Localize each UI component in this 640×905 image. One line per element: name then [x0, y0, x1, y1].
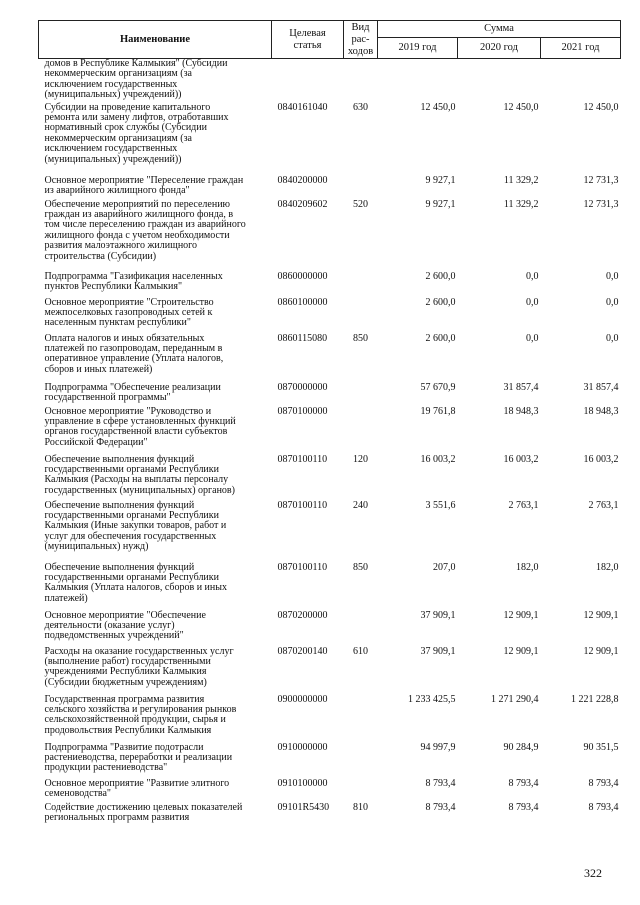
- row-expense-kind: 630: [353, 101, 368, 113]
- row-name-line: Основное мероприятие "Строительство: [44, 296, 214, 308]
- table-row: [39, 407, 621, 455]
- row-amount-2021: 8 793,4: [588, 801, 619, 813]
- row-target-article: 0910100000: [277, 777, 328, 789]
- row-amount-2019: 3 551,6: [425, 499, 456, 511]
- row-name-line: Обеспечение мероприятий по переселению: [44, 198, 231, 210]
- row-expense-kind: 810: [353, 801, 368, 813]
- row-expense-kind: 520: [353, 198, 368, 210]
- row-amount-2019: 2 600,0: [425, 270, 456, 282]
- row-amount-2021: 0,0: [606, 270, 619, 282]
- row-name-line: Обеспечение выполнения функций: [44, 499, 195, 511]
- row-name-line: деятельности (оказание услуг): [44, 619, 175, 631]
- table-row: [39, 779, 621, 803]
- row-name-line: Обеспечение выполнения функций: [44, 561, 195, 573]
- row-expense-kind: [344, 176, 378, 200]
- row-name-line: растениеводства, переработки и реализации: [44, 751, 233, 763]
- table-row: [39, 272, 621, 298]
- row-expense-kind: [344, 611, 378, 647]
- header-expense-kind: [344, 21, 378, 59]
- row-name-line: Расходы на оказание государственных услуг: [44, 645, 234, 657]
- row-name: [39, 383, 272, 407]
- table-row: [39, 383, 621, 407]
- row-name: [39, 407, 272, 455]
- row-name-line: государственными органами Республики: [44, 509, 219, 521]
- row-amount-2020: 182,0: [516, 561, 539, 573]
- row-target-article: 09101R5430: [277, 801, 330, 813]
- row-name-line: межпоселковых газопроводных сетей к: [44, 306, 213, 318]
- row-name-line: развития малоэтажного жилищного: [44, 240, 198, 252]
- row-target-article: 0870100110: [277, 499, 328, 511]
- row-target-article: 0860115080: [277, 332, 328, 344]
- row-target-article: 0870200000: [277, 609, 328, 621]
- row-name-line: Подпрограмма "Обеспечение реализации: [44, 381, 221, 393]
- row-expense-kind: [344, 59, 378, 103]
- row-target-article: 0870100000: [277, 405, 328, 417]
- header-target-line2: статья: [293, 39, 322, 51]
- header-year-2019: 2019 год: [378, 38, 458, 59]
- row-target-article: 0900000000: [277, 693, 328, 705]
- row-name-line: (муниципальных) учреждений)): [44, 89, 182, 101]
- row-amount-2021: 12 909,1: [583, 645, 619, 657]
- row-name-line: (Субсидии бюджетным учреждениям): [44, 676, 207, 688]
- row-amount-2020: 0,0: [526, 332, 539, 344]
- row-name: [39, 298, 272, 334]
- row-name-line: из аварийного жилищного фонда": [44, 184, 190, 196]
- row-name-line: домов в Республике Калмыкия" (Субсидии: [44, 58, 228, 69]
- row-name-line: населенным пунктам республики": [44, 317, 191, 329]
- row-name-line: государственных (муниципальных) органов): [44, 484, 235, 496]
- table-row: [39, 103, 621, 176]
- row-amount-2020: 0,0: [526, 296, 539, 308]
- row-amount-2021: 12 909,1: [583, 609, 619, 621]
- row-amount-2020: 12 909,1: [503, 609, 539, 621]
- row-name-line: органов государственной власти субъектов: [44, 426, 228, 438]
- row-expense-kind: [344, 298, 378, 334]
- row-amount-2020: [458, 59, 541, 103]
- row-name-line: Содействие достижению целевых показателей: [44, 801, 243, 813]
- row-name-line: учреждениями Республики Калмыкия: [44, 666, 207, 678]
- row-name: [39, 695, 272, 743]
- row-amount-2019: 9 927,1: [425, 174, 456, 186]
- row-amount-2020: 1 271 290,4: [491, 693, 539, 705]
- row-name-line: региональных программ развития: [44, 811, 190, 823]
- row-name-line: исключением государственных: [44, 143, 178, 155]
- row-name: [39, 647, 272, 695]
- row-name-line: государственными органами Республики: [44, 571, 219, 583]
- row-name-line: Государственная программа развития: [44, 693, 205, 705]
- header-kind-line3: ходов: [347, 45, 374, 57]
- table-row: [39, 200, 621, 272]
- header-target-article: [272, 21, 344, 59]
- row-name-line: государственной программы": [44, 391, 171, 403]
- row-name-line: Основное мероприятие "Развитие элитного: [44, 777, 230, 789]
- header-name: Наименование: [39, 21, 272, 59]
- row-name-line: платежей по газопроводам, переданным в: [44, 342, 223, 354]
- row-amount-2019: 207,0: [433, 561, 456, 573]
- row-target-article: 0840200000: [277, 174, 328, 186]
- row-amount-2020: 0,0: [526, 270, 539, 282]
- row-name-line: нормативный срок службы (Субсидии: [44, 122, 207, 134]
- row-amount-2019: 2 600,0: [425, 296, 456, 308]
- row-target-article: 0870200140: [277, 645, 328, 657]
- row-name-line: некоммерческим организациям (за: [44, 132, 192, 144]
- row-amount-2019: 9 927,1: [425, 198, 456, 210]
- row-expense-kind: 850: [353, 561, 368, 573]
- table-row: [39, 59, 621, 103]
- row-amount-2020: 2 763,1: [508, 499, 539, 511]
- row-name-line: Подпрограмма "Газификация населенных: [44, 270, 223, 282]
- row-name-line: строительства (Субсидии): [44, 250, 157, 262]
- row-amount-2020: 31 857,4: [503, 381, 539, 393]
- table-row: [39, 455, 621, 501]
- header-kind-line1: Вид: [351, 21, 370, 33]
- row-name-line: Основное мероприятие "Переселение граждан: [44, 174, 244, 186]
- row-name-line: Подпрограмма "Развитие подотрасли: [44, 741, 204, 753]
- row-name-line: платежей): [44, 592, 88, 604]
- row-name-line: подведомственных учреждений": [44, 630, 184, 642]
- row-amount-2019: [378, 59, 458, 103]
- row-name-line: управление в сфере установленных функций: [44, 415, 236, 427]
- row-amount-2021: 0,0: [606, 296, 619, 308]
- row-target-article: 0840161040: [277, 101, 328, 113]
- row-name: [39, 743, 272, 779]
- row-expense-kind: [344, 272, 378, 298]
- row-name-line: Обеспечение выполнения функций: [44, 453, 195, 465]
- row-amount-2019: 8 793,4: [425, 801, 456, 813]
- row-name-line: сборов и иных платежей): [44, 363, 153, 375]
- row-amount-2020: 11 329,2: [503, 174, 539, 186]
- row-expense-kind: [344, 695, 378, 743]
- row-name-line: (муниципальных) учреждений)): [44, 153, 182, 165]
- row-name: [39, 563, 272, 611]
- table-row: [39, 298, 621, 334]
- row-name: [39, 176, 272, 200]
- row-amount-2019: 1 233 425,5: [408, 693, 456, 705]
- row-target-article: 0870100110: [277, 561, 328, 573]
- row-name: [39, 803, 272, 827]
- row-amount-2021: 182,0: [596, 561, 619, 573]
- row-target-article: [272, 59, 344, 103]
- row-amount-2020: 16 003,2: [503, 453, 539, 465]
- row-name-line: Субсидии на проведение капитального: [44, 101, 211, 113]
- row-amount-2020: 11 329,2: [503, 198, 539, 210]
- row-amount-2019: 2 600,0: [425, 332, 456, 344]
- table-row: [39, 611, 621, 647]
- row-amount-2021: 12 731,3: [583, 198, 619, 210]
- table-header: [39, 21, 621, 59]
- row-name: [39, 611, 272, 647]
- row-name-line: том числе переселению граждан из аварийного: [44, 219, 246, 231]
- table-row: [39, 743, 621, 779]
- row-name-line: оперативное управление (Уплата налогов,: [44, 353, 224, 365]
- row-expense-kind: [344, 779, 378, 803]
- row-name-line: семеноводства": [44, 787, 111, 799]
- row-expense-kind: [344, 407, 378, 455]
- row-amount-2021: 12 731,3: [583, 174, 619, 186]
- row-amount-2020: 12 909,1: [503, 645, 539, 657]
- row-name-line: ремонта или замену лифтов, отработавших: [44, 111, 229, 123]
- row-name-line: Калмыкия (Уплата налогов, сборов и иных: [44, 582, 227, 594]
- budget-table: [38, 20, 621, 827]
- row-name-line: (муниципальных) нужд): [44, 541, 149, 553]
- table-row: [39, 695, 621, 743]
- row-amount-2020: 12 450,0: [503, 101, 539, 113]
- row-expense-kind: 610: [353, 645, 368, 657]
- header-target-line1: Целевая: [289, 27, 326, 39]
- row-name-line: продовольствия Республики Калмыкия: [44, 724, 212, 736]
- table-row: [39, 334, 621, 383]
- row-expense-kind: 120: [353, 453, 368, 465]
- header-kind-line2: рас-: [351, 33, 370, 45]
- row-expense-kind: [344, 743, 378, 779]
- row-amount-2021: 90 351,5: [583, 741, 619, 753]
- row-name-line: государственными органами Республики: [44, 463, 219, 475]
- row-amount-2021: 1 221 228,8: [571, 693, 619, 705]
- row-amount-2019: 19 761,8: [420, 405, 456, 417]
- row-name-line: исключением государственных: [44, 78, 178, 90]
- table-body: [39, 59, 621, 827]
- table-row: [39, 647, 621, 695]
- row-target-article: 0860100000: [277, 296, 328, 308]
- row-amount-2021: 31 857,4: [583, 381, 619, 393]
- header-year-2020: 2020 год: [458, 38, 541, 59]
- row-amount-2019: 37 909,1: [420, 609, 456, 621]
- row-expense-kind: 850: [353, 332, 368, 344]
- header-sum: Сумма: [378, 21, 621, 38]
- row-name-line: Российской Федерации": [44, 436, 148, 448]
- row-name-line: жилищного фонда с учетом необходимости: [44, 229, 230, 241]
- row-amount-2020: 18 948,3: [503, 405, 539, 417]
- row-target-article: 0840209602: [277, 198, 328, 210]
- row-name-line: услуг для обеспечения государственных: [44, 530, 217, 542]
- row-name-line: Основное мероприятие "Обеспечение: [44, 609, 206, 621]
- row-name-line: Калмыкия (Расходы на выплаты персоналу: [44, 474, 229, 486]
- row-amount-2021: 12 450,0: [583, 101, 619, 113]
- row-name-line: пунктов Республики Калмыкия": [44, 280, 183, 292]
- row-name: [39, 779, 272, 803]
- row-name: [39, 200, 272, 272]
- row-amount-2021: 18 948,3: [583, 405, 619, 417]
- row-target-article: 0860000000: [277, 270, 328, 282]
- row-target-article: 0910000000: [277, 741, 328, 753]
- row-amount-2021: [541, 59, 621, 103]
- row-name-line: (выполнение работ) государственными: [44, 655, 211, 667]
- row-name-line: сельскохозяйственной продукции, сырья и: [44, 714, 226, 726]
- row-target-article: 0870000000: [277, 381, 328, 393]
- row-amount-2019: 8 793,4: [425, 777, 456, 789]
- row-name: [39, 501, 272, 563]
- row-amount-2019: 16 003,2: [420, 453, 456, 465]
- table-row: [39, 803, 621, 827]
- row-amount-2019: 37 909,1: [420, 645, 456, 657]
- row-name-line: продукции растениеводства": [44, 762, 168, 774]
- row-name: [39, 59, 272, 103]
- table-row: [39, 176, 621, 200]
- row-name-line: Основное мероприятие "Руководство и: [44, 405, 212, 417]
- row-target-article: 0870100110: [277, 453, 328, 465]
- row-amount-2020: 90 284,9: [503, 741, 539, 753]
- page-number: 322: [584, 866, 602, 880]
- table-row: [39, 501, 621, 563]
- row-name: [39, 272, 272, 298]
- row-amount-2021: 8 793,4: [588, 777, 619, 789]
- row-amount-2021: 16 003,2: [583, 453, 619, 465]
- row-name-line: Калмыкия (Иные закупки товаров, работ и: [44, 520, 227, 532]
- row-amount-2021: 2 763,1: [588, 499, 619, 511]
- row-expense-kind: 240: [353, 499, 368, 511]
- table-row: [39, 563, 621, 611]
- row-name-line: граждан из аварийного жилищного фонда, в: [44, 208, 234, 220]
- row-amount-2020: 8 793,4: [508, 777, 539, 789]
- row-name: [39, 334, 272, 383]
- row-amount-2020: 8 793,4: [508, 801, 539, 813]
- row-amount-2019: 57 670,9: [420, 381, 456, 393]
- row-name-line: Оплата налогов и иных обязательных: [44, 332, 205, 344]
- row-expense-kind: [344, 383, 378, 407]
- row-amount-2021: 0,0: [606, 332, 619, 344]
- row-name: [39, 103, 272, 176]
- row-amount-2019: 94 997,9: [420, 741, 456, 753]
- row-name: [39, 455, 272, 501]
- row-name-line: сельского хозяйства и регулирования рынков: [44, 703, 237, 715]
- row-name-line: некоммерческим организациям (за: [44, 68, 192, 80]
- header-year-2021: 2021 год: [541, 38, 621, 59]
- row-amount-2019: 12 450,0: [420, 101, 456, 113]
